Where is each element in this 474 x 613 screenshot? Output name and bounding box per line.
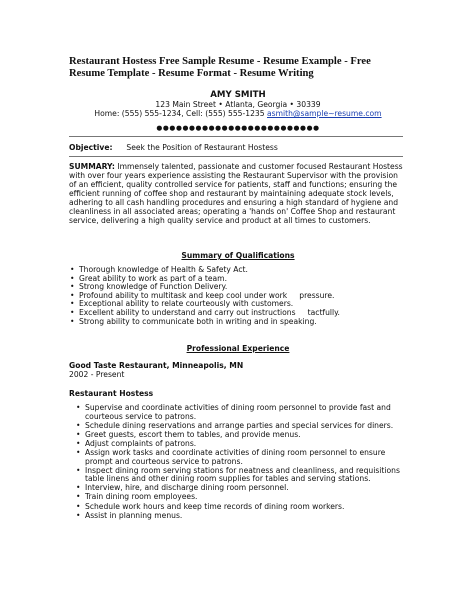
phone-email-line: [69, 109, 407, 118]
list-item: • Strong knowledge of Function Delivery.: [69, 283, 407, 292]
employer-name: Good Taste Restaurant, Minneapolis, MN: [69, 361, 244, 370]
objective-label: Objective:: [69, 143, 113, 152]
qualifications-list: [69, 266, 407, 326]
list-item: • Greet guests, escort them to tables, and provide menus.: [75, 431, 410, 440]
phone-numbers: Home: (555) 555-1234, Cell: (555) 555-1235: [94, 109, 267, 118]
job-role: Restaurant Hostess: [69, 389, 154, 398]
list-item: • Train dining room employees.: [75, 493, 410, 502]
list-item: • Profound ability to multitask and keep cool under work pressure.: [69, 292, 407, 301]
list-item: • Excellent ability to understand and carry out instructions tactfully.: [69, 309, 407, 318]
document-title: Restaurant Hostess Free Sample Resume - Resume Example - Free Resume Template - Resume Format - Resume Writing: [69, 56, 371, 79]
list-item: • Supervise and coordinate activities of dining room personnel to provide fast and courteous service to patrons.: [75, 404, 410, 421]
qualifications-heading: Summary of Qualifications: [181, 251, 295, 260]
list-item: • Exceptional ability to relate courteously with customers.: [69, 300, 407, 309]
list-item: • Schedule dining reservations and arrange parties and special services for diners.: [75, 422, 410, 431]
summary-label: SUMMARY:: [69, 162, 115, 171]
list-item: • Assist in planning menus.: [75, 512, 410, 521]
list-item: • Assign work tasks and coordinate activities of dining room personnel to ensure prompt and courteous service to patrons.: [75, 449, 410, 466]
email-link[interactable]: asmith@sample~resume.com: [267, 109, 382, 118]
address-line: 123 Main Street • Atlanta, Georgia • 30339: [155, 100, 321, 109]
summary-paragraph: [69, 162, 407, 225]
experience-heading: Professional Experience: [186, 344, 290, 353]
dot-separator: ●●●●●●●●●●●●●●●●●●●●●●●●●: [156, 124, 320, 132]
list-item: • Schedule work hours and keep time records of dining room workers.: [75, 503, 410, 512]
list-item: • Great ability to work as part of a team.: [69, 275, 407, 284]
list-item: • Inspect dining room serving stations for neatness and cleanliness, and requisitions table linens and other dining room supplies for tables and serving stations.: [75, 467, 410, 484]
list-item: • Interview, hire, and discharge dining room personnel.: [75, 484, 410, 493]
candidate-name: AMY SMITH: [210, 90, 266, 100]
summary-text: Immensely talented, passionate and customer focused Restaurant Hostess with over four years experience assisting the Restaurant Supervisor with the provision of an efficient, quality controlled service for patients, staff and functions; ensuring the efficient running of coffee shop and restaurant by maintaining adequate stock levels, adhering to all cash handling procedures and ensuring a high standard of hygiene and cleanliness in all associated areas; operating a 'hands on' Coffee Shop and restaurant service, delivering a high quality service and product at all times to customers.: [69, 162, 403, 225]
list-item: • Strong ability to communicate both in writing and in speaking.: [69, 318, 407, 327]
objective-text: Seek the Position of Restaurant Hostess: [126, 143, 278, 152]
objective-divider: [69, 156, 403, 157]
list-item: • Adjust complaints of patrons.: [75, 440, 410, 449]
duties-list: [75, 404, 410, 521]
top-divider: [69, 136, 403, 137]
objective-line: [69, 143, 278, 152]
employment-dates: 2002 - Present: [69, 370, 125, 379]
list-item: • Thorough knowledge of Health & Safety Act.: [69, 266, 407, 275]
